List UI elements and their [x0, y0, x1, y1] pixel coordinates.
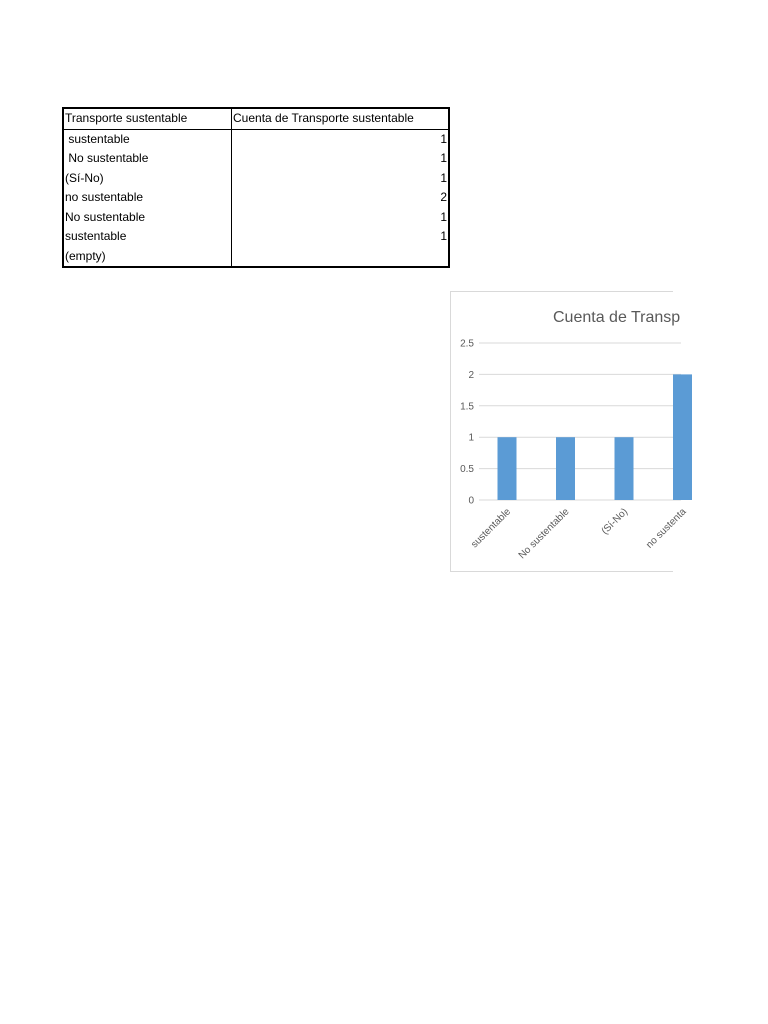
x-tick-label: (Sí-No) [599, 506, 631, 537]
bar[interactable] [498, 437, 517, 500]
pivot-header-row [63, 108, 449, 129]
bar[interactable] [615, 437, 634, 500]
table-row [63, 227, 449, 247]
row-count-cell[interactable]: 1 [232, 169, 450, 189]
table-row [63, 188, 449, 208]
y-tick-label: 2 [468, 369, 474, 381]
y-axis-ticks [460, 339, 474, 507]
x-axis-ticks [469, 506, 689, 561]
row-label-cell[interactable]: No sustentable [65, 151, 149, 166]
bar[interactable] [673, 374, 692, 500]
row-count-cell[interactable] [232, 247, 450, 268]
y-tick-label: 1.5 [460, 401, 474, 413]
y-tick-label: 0 [468, 495, 474, 507]
y-tick-label: 1 [468, 432, 474, 444]
header-value-label[interactable]: Cuenta de Transporte sustentable [232, 108, 450, 129]
y-tick-label: 2.5 [460, 338, 474, 350]
table-row [63, 208, 449, 228]
row-label-cell[interactable]: No sustentable [65, 209, 146, 224]
row-count-cell[interactable]: 1 [232, 227, 450, 247]
header-row-label[interactable]: Transporte sustentable [63, 108, 232, 129]
row-label-cell[interactable]: (Sí-No) [65, 170, 104, 185]
chart-frame[interactable] [450, 291, 689, 572]
table-row [63, 129, 449, 149]
row-count-cell[interactable]: 1 [232, 149, 450, 169]
table-row [63, 247, 449, 268]
row-label-cell[interactable]: sustentable [65, 229, 127, 244]
chart-title: Cuenta de Transp [553, 309, 681, 326]
bar-chart [451, 292, 689, 571]
bar[interactable] [556, 437, 575, 500]
x-tick-label: sustentable [469, 506, 514, 551]
row-label-cell[interactable]: sustentable [65, 131, 130, 146]
row-count-cell[interactable]: 2 [232, 188, 450, 208]
table-row [63, 149, 449, 169]
pivot-table [62, 107, 450, 268]
pivot-body [63, 129, 449, 267]
table-row [63, 169, 449, 189]
row-label-cell[interactable]: no sustentable [65, 190, 144, 205]
x-tick-label: No sustentable [516, 506, 572, 562]
x-tick-label: no sustenta [644, 506, 689, 551]
row-count-cell[interactable]: 1 [232, 129, 450, 149]
row-label-cell[interactable]: (empty) [65, 248, 106, 263]
row-count-cell[interactable]: 1 [232, 208, 450, 228]
y-tick-label: 0.5 [460, 464, 474, 476]
